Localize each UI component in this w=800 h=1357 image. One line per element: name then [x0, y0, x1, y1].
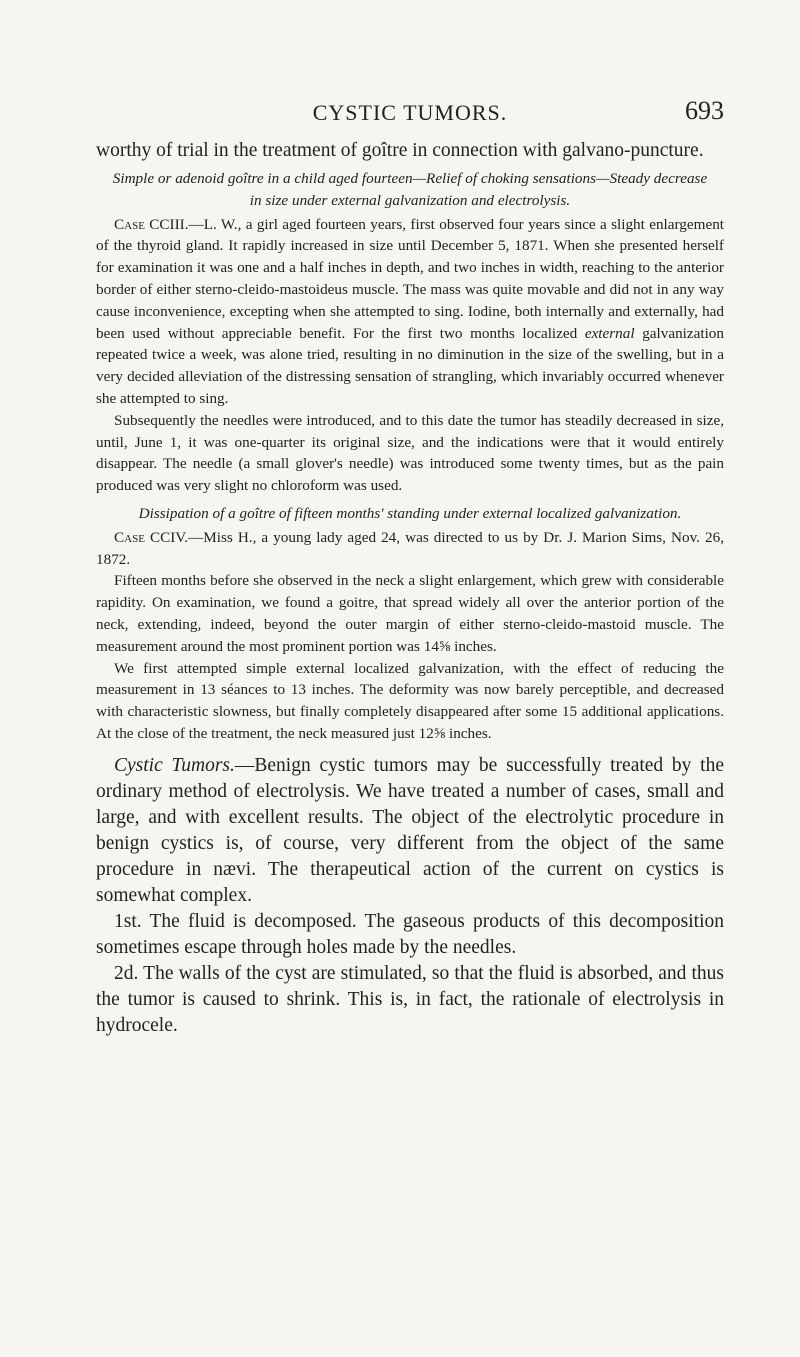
cystic-title: Cystic Tumors. — [114, 754, 235, 776]
case-204-paragraph-3: We first attempted simple external localized galvanization, with the effect of reducing the measurement in 13 séances to 13 inches. The deformity was now barely perceptible, and decreased with characteristic slowness, but finally completely disappeared after some 15 additional applications. At the close of the treatment, the neck measured just 12⅝ inches. — [96, 659, 724, 742]
page-body — [96, 138, 724, 1039]
case-203-label: Case CCIII. — [114, 215, 189, 233]
running-head: CYSTIC TUMORS. — [312, 100, 508, 125]
cystic-tumors-section — [96, 753, 724, 1039]
page-number: 693 — [685, 96, 724, 125]
case-204-text: —Miss H., a young lady aged 24, was directed to us by Dr. J. Marion Sims, Nov. 26, 1872. — [96, 528, 724, 568]
cystic-paragraph-1 — [96, 753, 724, 909]
case-204-paragraph-1 — [96, 527, 724, 571]
page-header — [96, 96, 724, 130]
case-203-heading: Simple or adenoid goître in a child aged fourteen—Relief of choking sensations—Steady decrease in size under external galvanization and electrolysis. — [112, 170, 708, 209]
case-204-label: Case CCIV. — [114, 528, 189, 546]
case-204-heading: Dissipation of a goître of fifteen months' standing under external localized galvanization. — [138, 504, 682, 522]
cystic-paragraph-3: 2d. The walls of the cyst are stimulated, so that the fluid is absorbed, and thus the tumor is caused to shrink. This is, in fact, the rationale of electrolysis in hydrocele. — [96, 962, 724, 1036]
case-203-paragraph-2: Subsequently the needles were introduced, and to this date the tumor has steadily decreased in size, until, June 1, it was one-quarter its original size, and the indications were that it would entirely disappear. The needle (a small glover's needle) was introduced some twenty times, but as the pain produced was very slight no chloroform was used. — [96, 411, 724, 495]
case-203-emphasis: external — [584, 324, 635, 342]
intro-paragraph: worthy of trial in the treatment of goître in connection with galvano-puncture. — [96, 140, 704, 161]
case-204-section — [96, 503, 724, 745]
case-203-text-a: —L. W., a girl aged fourteen years, first observed four years since a slight enlargement of the thyroid gland. It rapidly increased in size until December 5, 1871. When she presented herself for examination it was one and a half inches in depth, and two inches in width, reaching to the anterior border of either sterno-cleido-mastoideus muscle. The mass was quite movable and did not in any way cause inconvenience, excepting when she attempted to sing. Iodine, both internally and externally, had been used without appreciable benefit. For the first two months localized — [96, 215, 725, 342]
case-203-text-b: galvanization repeated twice a week, was alone tried, resulting in no diminution in the size of the swelling, but in a very decided alleviation of the distressing sensation of strangling, which invariably occurred whenever she attempted to sing. — [96, 324, 724, 407]
cystic-paragraph-2: 1st. The fluid is decomposed. The gaseous products of this decomposition sometimes escape through holes made by the needles. — [96, 910, 724, 958]
case-204-paragraph-2: Fifteen months before she observed in the neck a slight enlargement, which grew with considerable rapidity. On examination, we found a goitre, that spread widely all over the anterior portion of the neck, extending, indeed, beyond the outer margin of either sterno-cleido-mastoid muscle. The measurement around the most prominent portion was 14⅝ inches. — [96, 572, 724, 655]
cystic-text: —Benign cystic tumors may be successfully treated by the ordinary method of electrolysis. We have treated a number of cases, small and large, and with excellent results. The object of the electrolytic procedure in benign cystics is, of course, very different from the object of the same procedure in nævi. The therapeutical action of the current on cystics is somewhat complex. — [96, 754, 724, 906]
case-203-paragraph-1 — [96, 214, 724, 410]
case-203-section — [96, 168, 724, 497]
